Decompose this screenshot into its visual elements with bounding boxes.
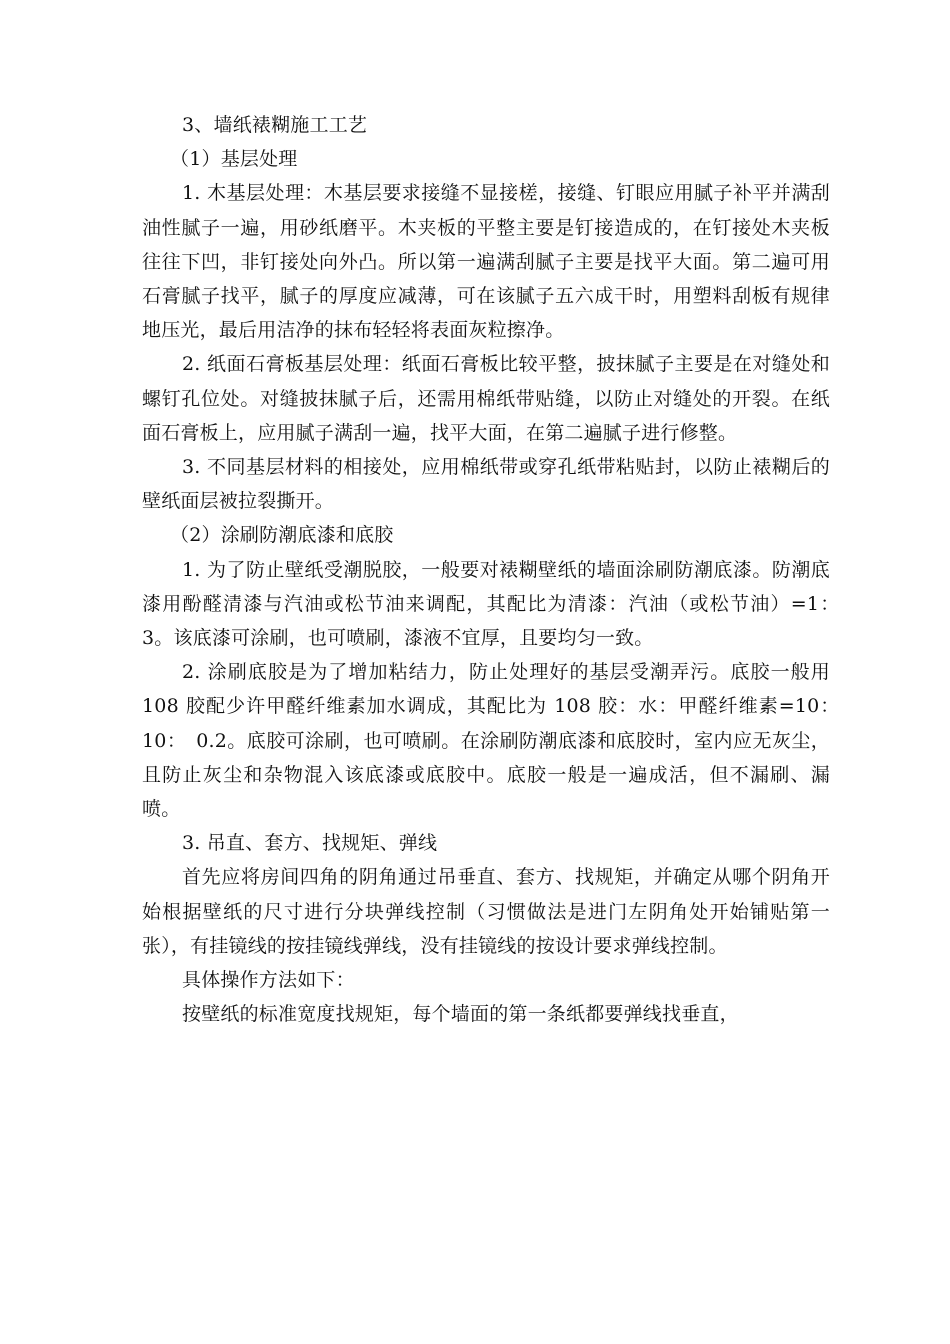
paragraph: 3. 不同基层材料的相接处，应用棉纸带或穿孔纸带粘贴封，以防止裱糊后的壁纸面层被拉裂撕开。	[142, 456, 830, 513]
paragraph: 2. 纸面石膏板基层处理：纸面石膏板比较平整，披抹腻子主要是在对缝处和螺钉孔位处。对缝披抹腻子后，还需用棉纸带贴缝，以防止对缝处的开裂。在纸面石膏板上，应用腻子满刮一遍，找平大面，在第二遍腻子进行修整。	[142, 353, 830, 444]
document-body	[142, 108, 850, 1031]
paragraph: 具体操作方法如下：	[182, 969, 355, 992]
paragraph: 1. 木基层处理：木基层要求接缝不显接槎，接缝、钉眼应用腻子补平并满刮油性腻子一遍，用砂纸磨平。木夹板的平整主要是钉接造成的，在钉接处木夹板往往下凹，非钉接处向外凸。所以第一遍满刮腻子主要是找平大面。第二遍可用石膏腻子找平，腻子的厚度应减薄，可在该腻子五六成干时，用塑料刮板有规律地压光，最后用洁净的抹布轻轻将表面灰粒擦净。	[142, 182, 830, 342]
paragraph: 3. 吊直、套方、找规矩、弹线	[182, 832, 438, 855]
paragraph: 2. 涂刷底胶是为了增加粘结力，防止处理好的基层受潮弄污。底胶一般用 108 胶配少许甲醛纤维素加水调成，其配比为 108 胶：水：甲醛纤维素=10： 10： 0.2。底胶可涂刷，也可喷刷。在涂刷防潮底漆和底胶时，室内应无灰尘，且防止灰尘和杂物混入该底漆或底胶中。底胶一般是一遍成活，但不漏刷、漏喷。	[142, 661, 850, 821]
subsection-heading-2: （2）涂刷防潮底漆和底胶	[170, 524, 394, 547]
paragraph: 1. 为了防止壁纸受潮脱胶，一般要对裱糊壁纸的墙面涂刷防潮底漆。防潮底漆用酚醛清漆与汽油或松节油来调配，其配比为清漆：汽油（或松节油）=1： 3。该底漆可涂刷，也可喷刷，漆液不宜厚，且要均匀一致。	[142, 558, 850, 650]
paragraph: 首先应将房间四角的阴角通过吊垂直、套方、找规矩，并确定从哪个阴角开始根据壁纸的尺寸进行分块弹线控制（习惯做法是进门左阴角处开始铺贴第一张），有挂镜线的按挂镜线弹线，没有挂镜线的按设计要求弹线控制。	[142, 866, 830, 957]
subsection-heading-1: （1）基层处理	[170, 148, 298, 171]
section-title: 3、墙纸裱糊施工工艺	[182, 114, 368, 136]
paragraph: 按壁纸的标准宽度找规矩，每个墙面的第一条纸都要弹线找垂直，	[182, 1003, 739, 1026]
